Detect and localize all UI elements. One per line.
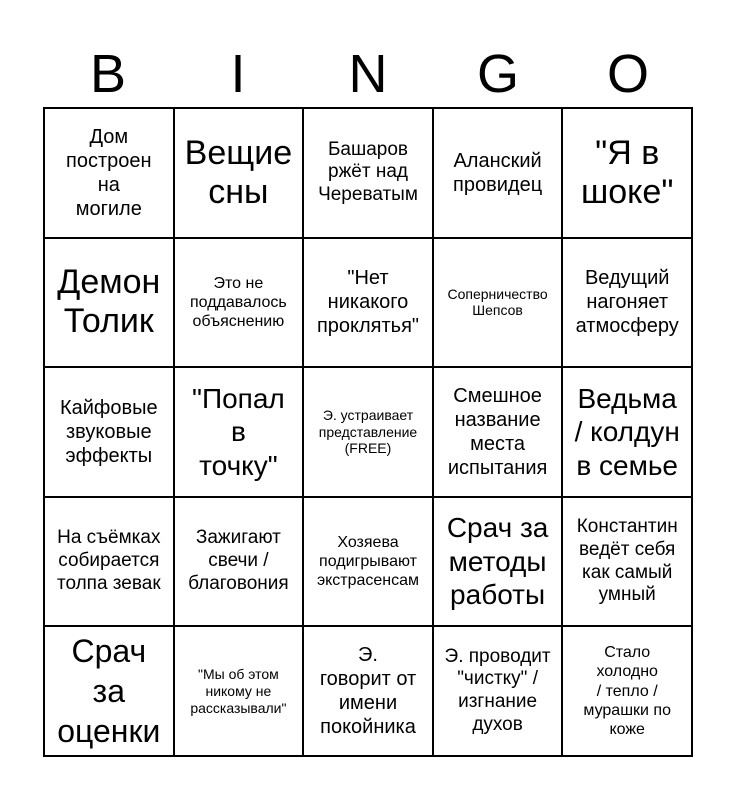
bingo-cell[interactable]: Ведущий нагоняет атмосферу <box>562 238 692 368</box>
bingo-cell[interactable]: "Мы об этом никому не рассказывали" <box>174 626 304 756</box>
bingo-header <box>43 40 693 108</box>
header-letter-n: N <box>348 44 388 104</box>
bingo-cell[interactable]: Стало холодно / тепло / мурашки по коже <box>562 626 692 756</box>
bingo-cell[interactable]: Э. устраивает представление (FREE) <box>303 367 433 497</box>
bingo-cell[interactable]: Ведьма / колдун в семье <box>562 367 692 497</box>
bingo-cell[interactable]: Это не поддавалось объяснению <box>174 238 304 368</box>
bingo-cell[interactable]: На съёмках собирается толпа зевак <box>44 497 174 627</box>
bingo-cell[interactable]: Дом построен на могиле <box>44 108 174 238</box>
header-letter-g: G <box>476 44 519 104</box>
bingo-cell[interactable]: Зажигают свечи / благовония <box>174 497 304 627</box>
bingo-cell[interactable]: Э. проводит "чистку" / изгнание духов <box>433 626 563 756</box>
bingo-cell[interactable]: Вещие сны <box>174 108 304 238</box>
bingo-cell[interactable]: Э. говорит от имени покойника <box>303 626 433 756</box>
bingo-cell[interactable]: Соперничество Шепсов <box>433 238 563 368</box>
bingo-cell[interactable]: Кайфовые звуковые эффекты <box>44 367 174 497</box>
bingo-cell[interactable]: Аланский провидец <box>433 108 563 238</box>
bingo-cell[interactable]: Смешное название места испытания <box>433 367 563 497</box>
header-letter-o: O <box>606 44 649 104</box>
bingo-cell[interactable]: Башаров ржёт над Череватым <box>303 108 433 238</box>
bingo-cell[interactable]: Срач за оценки <box>44 626 174 756</box>
bingo-cell[interactable]: Константин ведёт себя как самый умный <box>562 497 692 627</box>
bingo-cell[interactable]: "Я в шоке" <box>562 108 692 238</box>
bingo-cell[interactable]: Срач за методы работы <box>433 497 563 627</box>
bingo-cell[interactable]: Хозяева подигрывают экстрасенсам <box>303 497 433 627</box>
header-letter-i: I <box>230 44 246 104</box>
bingo-cell[interactable]: Демон Толик <box>44 238 174 368</box>
bingo-cell[interactable]: "Попал в точку" <box>174 367 304 497</box>
bingo-board <box>43 107 693 757</box>
header-letter-b: B <box>89 44 127 104</box>
bingo-cell[interactable]: "Нет никакого проклятья" <box>303 238 433 368</box>
